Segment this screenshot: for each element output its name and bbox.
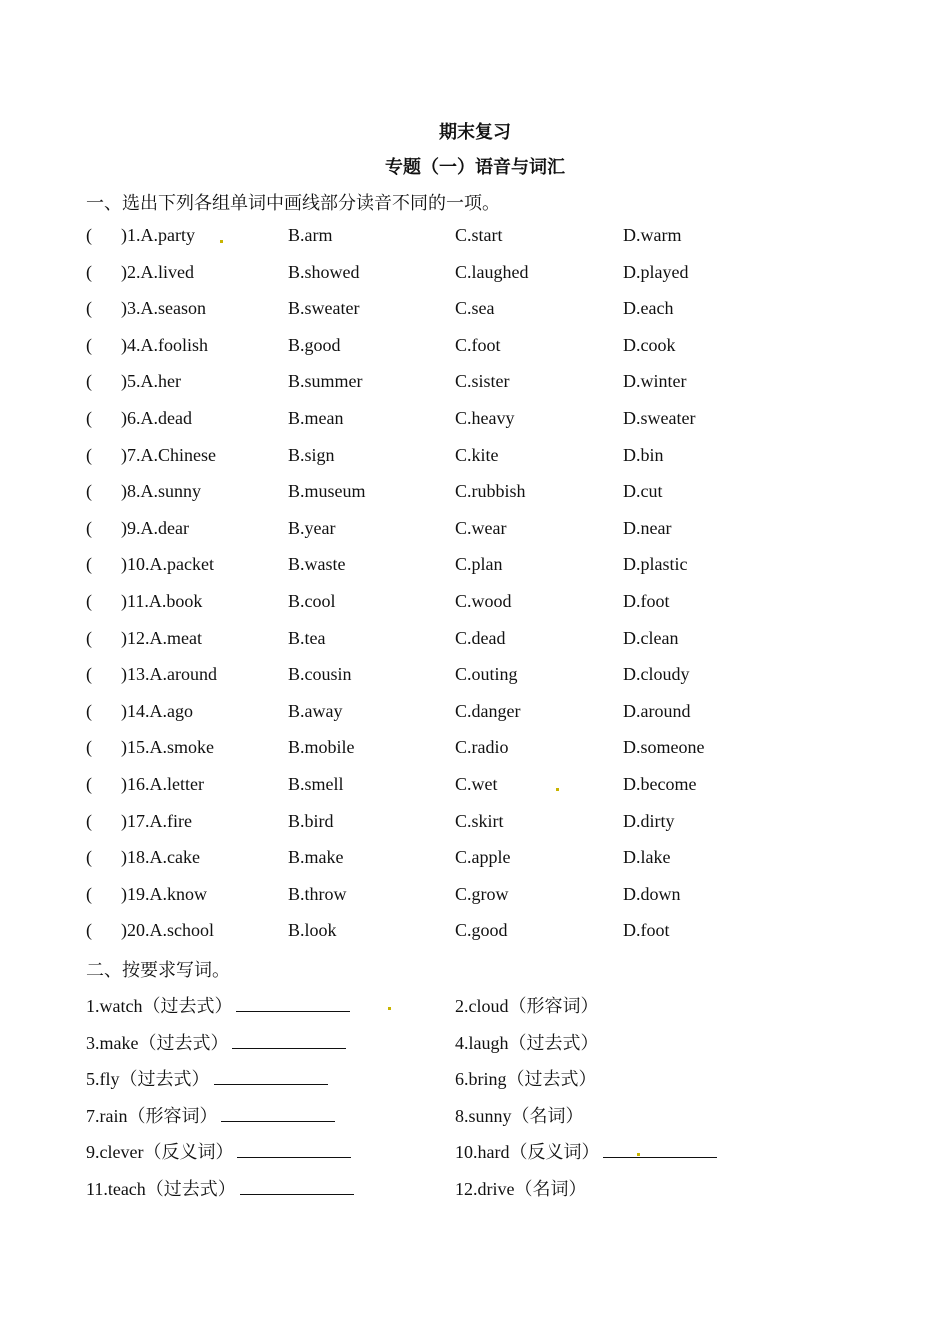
option-b: B.year xyxy=(288,517,336,538)
option-b: B.cousin xyxy=(288,664,352,685)
option-d: D.dirty xyxy=(623,810,675,831)
option-b: B.sign xyxy=(288,444,335,465)
option-c: C.wood xyxy=(455,591,512,611)
question-row xyxy=(86,847,886,873)
option-c: C.sister xyxy=(455,371,510,392)
answer-paren-open: ( xyxy=(86,408,92,428)
option-a: A.smoke xyxy=(149,737,214,758)
question-number xyxy=(121,920,214,941)
option-b: B.museum xyxy=(288,481,366,502)
option-c: C.sea xyxy=(455,298,495,319)
option-b: B.make xyxy=(288,847,344,868)
option-c: C.wear xyxy=(455,517,507,538)
answer-paren-close: ) xyxy=(121,664,127,685)
answer-paren-open: ( xyxy=(86,627,92,648)
answer-paren-open: ( xyxy=(86,737,92,758)
question-number-text: 11. xyxy=(127,591,149,611)
answer-paren-close: ) xyxy=(121,408,127,428)
option-a: A.sunny xyxy=(140,481,202,502)
writing-item-right xyxy=(455,1175,586,1201)
section-2-heading: 二、按要求写词。 xyxy=(86,960,230,980)
question-number-text: 2. xyxy=(127,261,141,282)
answer-paren-open: ( xyxy=(86,883,92,904)
option-c: C.skirt xyxy=(455,810,504,831)
question-number xyxy=(121,371,181,392)
question-row xyxy=(86,774,886,800)
question-number-text: 9. xyxy=(127,517,141,538)
answer-blank[interactable] xyxy=(236,995,350,1012)
question-number xyxy=(121,811,192,832)
option-b: B.sweater xyxy=(288,298,360,319)
question-row xyxy=(86,591,886,617)
option-a: A.fire xyxy=(149,810,192,831)
answer-paren-open: ( xyxy=(86,481,92,502)
option-d: D.played xyxy=(623,261,689,282)
writing-item-right xyxy=(455,1138,717,1164)
answer-paren-open: ( xyxy=(86,261,92,282)
option-a: A.dear xyxy=(140,517,189,538)
answer-paren-open: ( xyxy=(86,700,92,721)
option-c: C.laughed xyxy=(455,261,529,282)
option-c: C.good xyxy=(455,920,508,941)
option-b: B.arm xyxy=(288,225,333,245)
option-a: A.dead xyxy=(140,408,192,428)
option-c: C.radio xyxy=(455,737,509,758)
option-d: D.foot xyxy=(623,920,670,941)
option-d: D.around xyxy=(623,700,691,721)
option-d: D.near xyxy=(623,517,672,538)
question-number xyxy=(121,701,193,722)
option-b: B.summer xyxy=(288,371,363,392)
writing-item-right xyxy=(455,1029,599,1055)
option-a: A.season xyxy=(140,298,206,319)
option-d: D.down xyxy=(623,883,681,904)
question-number xyxy=(121,884,207,905)
option-b: B.smell xyxy=(288,774,344,794)
answer-paren-close: ) xyxy=(121,225,127,245)
option-a: A.book xyxy=(148,591,203,611)
answer-blank[interactable] xyxy=(237,1141,351,1158)
option-c: C.rubbish xyxy=(455,481,526,502)
option-d: D.cook xyxy=(623,334,676,355)
option-d: D.cloudy xyxy=(623,664,690,685)
question-number xyxy=(121,408,192,429)
option-d: D.bin xyxy=(623,444,664,465)
page-subtitle: 专题（一）语音与词汇 xyxy=(385,157,565,177)
writing-item-right xyxy=(455,992,599,1018)
answer-paren-open: ( xyxy=(86,774,92,794)
question-row xyxy=(86,335,886,361)
question-row xyxy=(86,664,886,690)
question-number xyxy=(121,847,200,868)
answer-paren-close: ) xyxy=(121,774,127,794)
question-row xyxy=(86,262,886,288)
question-number xyxy=(121,262,194,283)
question-number xyxy=(121,298,206,319)
question-row xyxy=(86,298,886,324)
option-d: D.each xyxy=(623,298,674,319)
option-b: B.bird xyxy=(288,810,334,831)
question-number-text: 19. xyxy=(127,883,150,904)
question-row xyxy=(86,737,886,763)
answer-blank[interactable] xyxy=(240,1178,354,1195)
question-number-text: 13. xyxy=(127,664,150,685)
question-number-text: 7. xyxy=(127,444,141,465)
answer-paren-close: ) xyxy=(121,298,127,319)
writing-item-left xyxy=(86,1138,351,1164)
question-number xyxy=(121,628,202,649)
option-a: A.ago xyxy=(149,700,193,721)
option-d: D.winter xyxy=(623,371,687,392)
option-a: A.her xyxy=(140,371,181,392)
answer-paren-close: ) xyxy=(121,517,127,538)
writing-prompt: 12.drive（名词） xyxy=(455,1179,587,1199)
writing-prompt: 4.laugh（过去式） xyxy=(455,1032,599,1053)
option-a: A.Chinese xyxy=(140,444,216,465)
option-b: B.away xyxy=(288,700,343,721)
answer-paren-close: ) xyxy=(121,627,127,648)
writing-item-left xyxy=(86,992,350,1018)
option-a: A.letter xyxy=(149,774,204,794)
writing-item-right xyxy=(455,1065,597,1091)
question-number-text: 5. xyxy=(127,371,141,392)
answer-paren-open: ( xyxy=(86,554,92,575)
question-row xyxy=(86,920,886,946)
question-row xyxy=(86,225,886,251)
answer-paren-close: ) xyxy=(121,444,127,465)
question-number-text: 12. xyxy=(127,627,150,648)
speck-mark xyxy=(388,1007,391,1010)
writing-prompt: 6.bring（过去式） xyxy=(455,1069,597,1090)
writing-prompt: 3.make（过去式） xyxy=(86,1032,229,1053)
answer-paren-open: ( xyxy=(86,334,92,355)
writing-item-left xyxy=(86,1029,346,1055)
answer-paren-open: ( xyxy=(86,920,92,941)
option-a: A.know xyxy=(149,883,207,904)
option-b: B.cool xyxy=(288,591,336,611)
answer-paren-open: ( xyxy=(86,444,92,465)
option-c: C.wet xyxy=(455,774,498,794)
question-number xyxy=(121,664,217,685)
answer-blank[interactable] xyxy=(603,1141,717,1158)
question-number-text: 10. xyxy=(127,554,150,575)
option-a: A.around xyxy=(149,664,217,685)
answer-blank[interactable] xyxy=(232,1032,346,1049)
answer-paren-open: ( xyxy=(86,371,92,392)
question-number xyxy=(121,481,201,502)
answer-blank[interactable] xyxy=(221,1105,335,1122)
option-b: B.waste xyxy=(288,554,346,575)
answer-paren-close: ) xyxy=(121,810,127,831)
question-number-text: 6. xyxy=(127,408,141,428)
writing-item-left xyxy=(86,1175,354,1201)
answer-paren-close: ) xyxy=(121,920,127,941)
answer-paren-open: ( xyxy=(86,225,92,245)
answer-paren-open: ( xyxy=(86,591,92,611)
question-number xyxy=(121,335,208,356)
writing-item-right xyxy=(455,1102,584,1128)
speck-mark xyxy=(637,1153,640,1156)
option-d: D.warm xyxy=(623,225,682,245)
option-b: B.tea xyxy=(288,627,326,648)
question-row xyxy=(86,518,886,544)
option-a: A.party xyxy=(140,225,195,245)
option-c: C.start xyxy=(455,225,503,245)
writing-prompt: 8.sunny（名词） xyxy=(455,1105,584,1126)
question-row xyxy=(86,445,886,471)
option-c: C.outing xyxy=(455,664,518,685)
question-number-text: 15. xyxy=(127,737,150,758)
answer-blank[interactable] xyxy=(214,1068,328,1085)
answer-paren-open: ( xyxy=(86,298,92,319)
option-c: C.danger xyxy=(455,700,521,721)
answer-paren-close: ) xyxy=(121,700,127,721)
question-row xyxy=(86,554,886,580)
speck-mark xyxy=(556,788,559,791)
question-row xyxy=(86,371,886,397)
question-number-text: 20. xyxy=(127,920,150,941)
option-d: D.foot xyxy=(623,591,670,611)
option-b: B.throw xyxy=(288,883,347,904)
option-d: D.clean xyxy=(623,627,679,648)
option-b: B.good xyxy=(288,334,341,355)
option-b: B.mean xyxy=(288,408,344,428)
speck-mark xyxy=(220,240,223,243)
question-number-text: 14. xyxy=(127,700,150,721)
answer-paren-close: ) xyxy=(121,371,127,392)
option-d: D.become xyxy=(623,774,697,794)
writing-item-left xyxy=(86,1065,328,1091)
answer-paren-open: ( xyxy=(86,517,92,538)
option-d: D.lake xyxy=(623,847,671,868)
question-row xyxy=(86,481,886,507)
writing-item-left xyxy=(86,1102,335,1128)
option-c: C.kite xyxy=(455,444,499,465)
page-title: 期末复习 xyxy=(439,122,511,142)
writing-prompt: 11.teach（过去式） xyxy=(86,1179,236,1199)
option-c: C.dead xyxy=(455,627,506,648)
option-c: C.plan xyxy=(455,554,503,575)
question-number xyxy=(121,591,202,612)
question-number xyxy=(121,554,214,575)
option-d: D.plastic xyxy=(623,554,688,575)
writing-prompt: 2.cloud（形容词） xyxy=(455,996,599,1016)
option-d: D.someone xyxy=(623,737,705,758)
section-1-heading: 一、选出下列各组单词中画线部分读音不同的一项。 xyxy=(86,193,500,213)
option-b: B.mobile xyxy=(288,737,355,758)
writing-prompt: 10.hard（反义词） xyxy=(455,1142,600,1163)
option-b: B.look xyxy=(288,920,337,941)
option-c: C.grow xyxy=(455,883,509,904)
option-d: D.cut xyxy=(623,481,663,502)
option-a: A.foolish xyxy=(140,334,208,355)
option-a: A.cake xyxy=(149,847,200,868)
question-number-text: 16. xyxy=(127,774,150,794)
answer-paren-close: ) xyxy=(121,554,127,575)
answer-paren-close: ) xyxy=(121,334,127,355)
option-c: C.apple xyxy=(455,847,511,868)
question-row xyxy=(86,628,886,654)
answer-paren-open: ( xyxy=(86,847,92,868)
answer-paren-open: ( xyxy=(86,664,92,685)
question-number xyxy=(121,774,204,795)
question-number-text: 3. xyxy=(127,298,141,319)
question-number-text: 17. xyxy=(127,810,150,831)
answer-paren-close: ) xyxy=(121,883,127,904)
writing-prompt: 1.watch（过去式） xyxy=(86,996,233,1016)
option-b: B.showed xyxy=(288,261,360,282)
writing-prompt: 5.fly（过去式） xyxy=(86,1069,210,1090)
question-number xyxy=(121,445,216,466)
option-a: A.school xyxy=(149,920,214,941)
question-number-text: 1. xyxy=(127,225,141,245)
question-number-text: 8. xyxy=(127,481,141,502)
option-a: A.lived xyxy=(140,261,194,282)
answer-paren-close: ) xyxy=(121,261,127,282)
question-row xyxy=(86,701,886,727)
question-number xyxy=(121,518,189,539)
question-number xyxy=(121,737,214,758)
question-row xyxy=(86,884,886,910)
question-number xyxy=(121,225,195,246)
question-number-text: 4. xyxy=(127,334,141,355)
question-row xyxy=(86,408,886,434)
answer-paren-close: ) xyxy=(121,481,127,502)
option-c: C.foot xyxy=(455,334,501,355)
answer-paren-close: ) xyxy=(121,737,127,758)
option-c: C.heavy xyxy=(455,408,515,428)
writing-prompt: 9.clever（反义词） xyxy=(86,1142,234,1163)
option-a: A.meat xyxy=(149,627,202,648)
option-d: D.sweater xyxy=(623,408,696,428)
question-number-text: 18. xyxy=(127,847,150,868)
question-row xyxy=(86,811,886,837)
answer-paren-close: ) xyxy=(121,847,127,868)
option-a: A.packet xyxy=(149,554,214,575)
writing-prompt: 7.rain（形容词） xyxy=(86,1105,218,1126)
answer-paren-close: ) xyxy=(121,591,127,611)
answer-paren-open: ( xyxy=(86,810,92,831)
